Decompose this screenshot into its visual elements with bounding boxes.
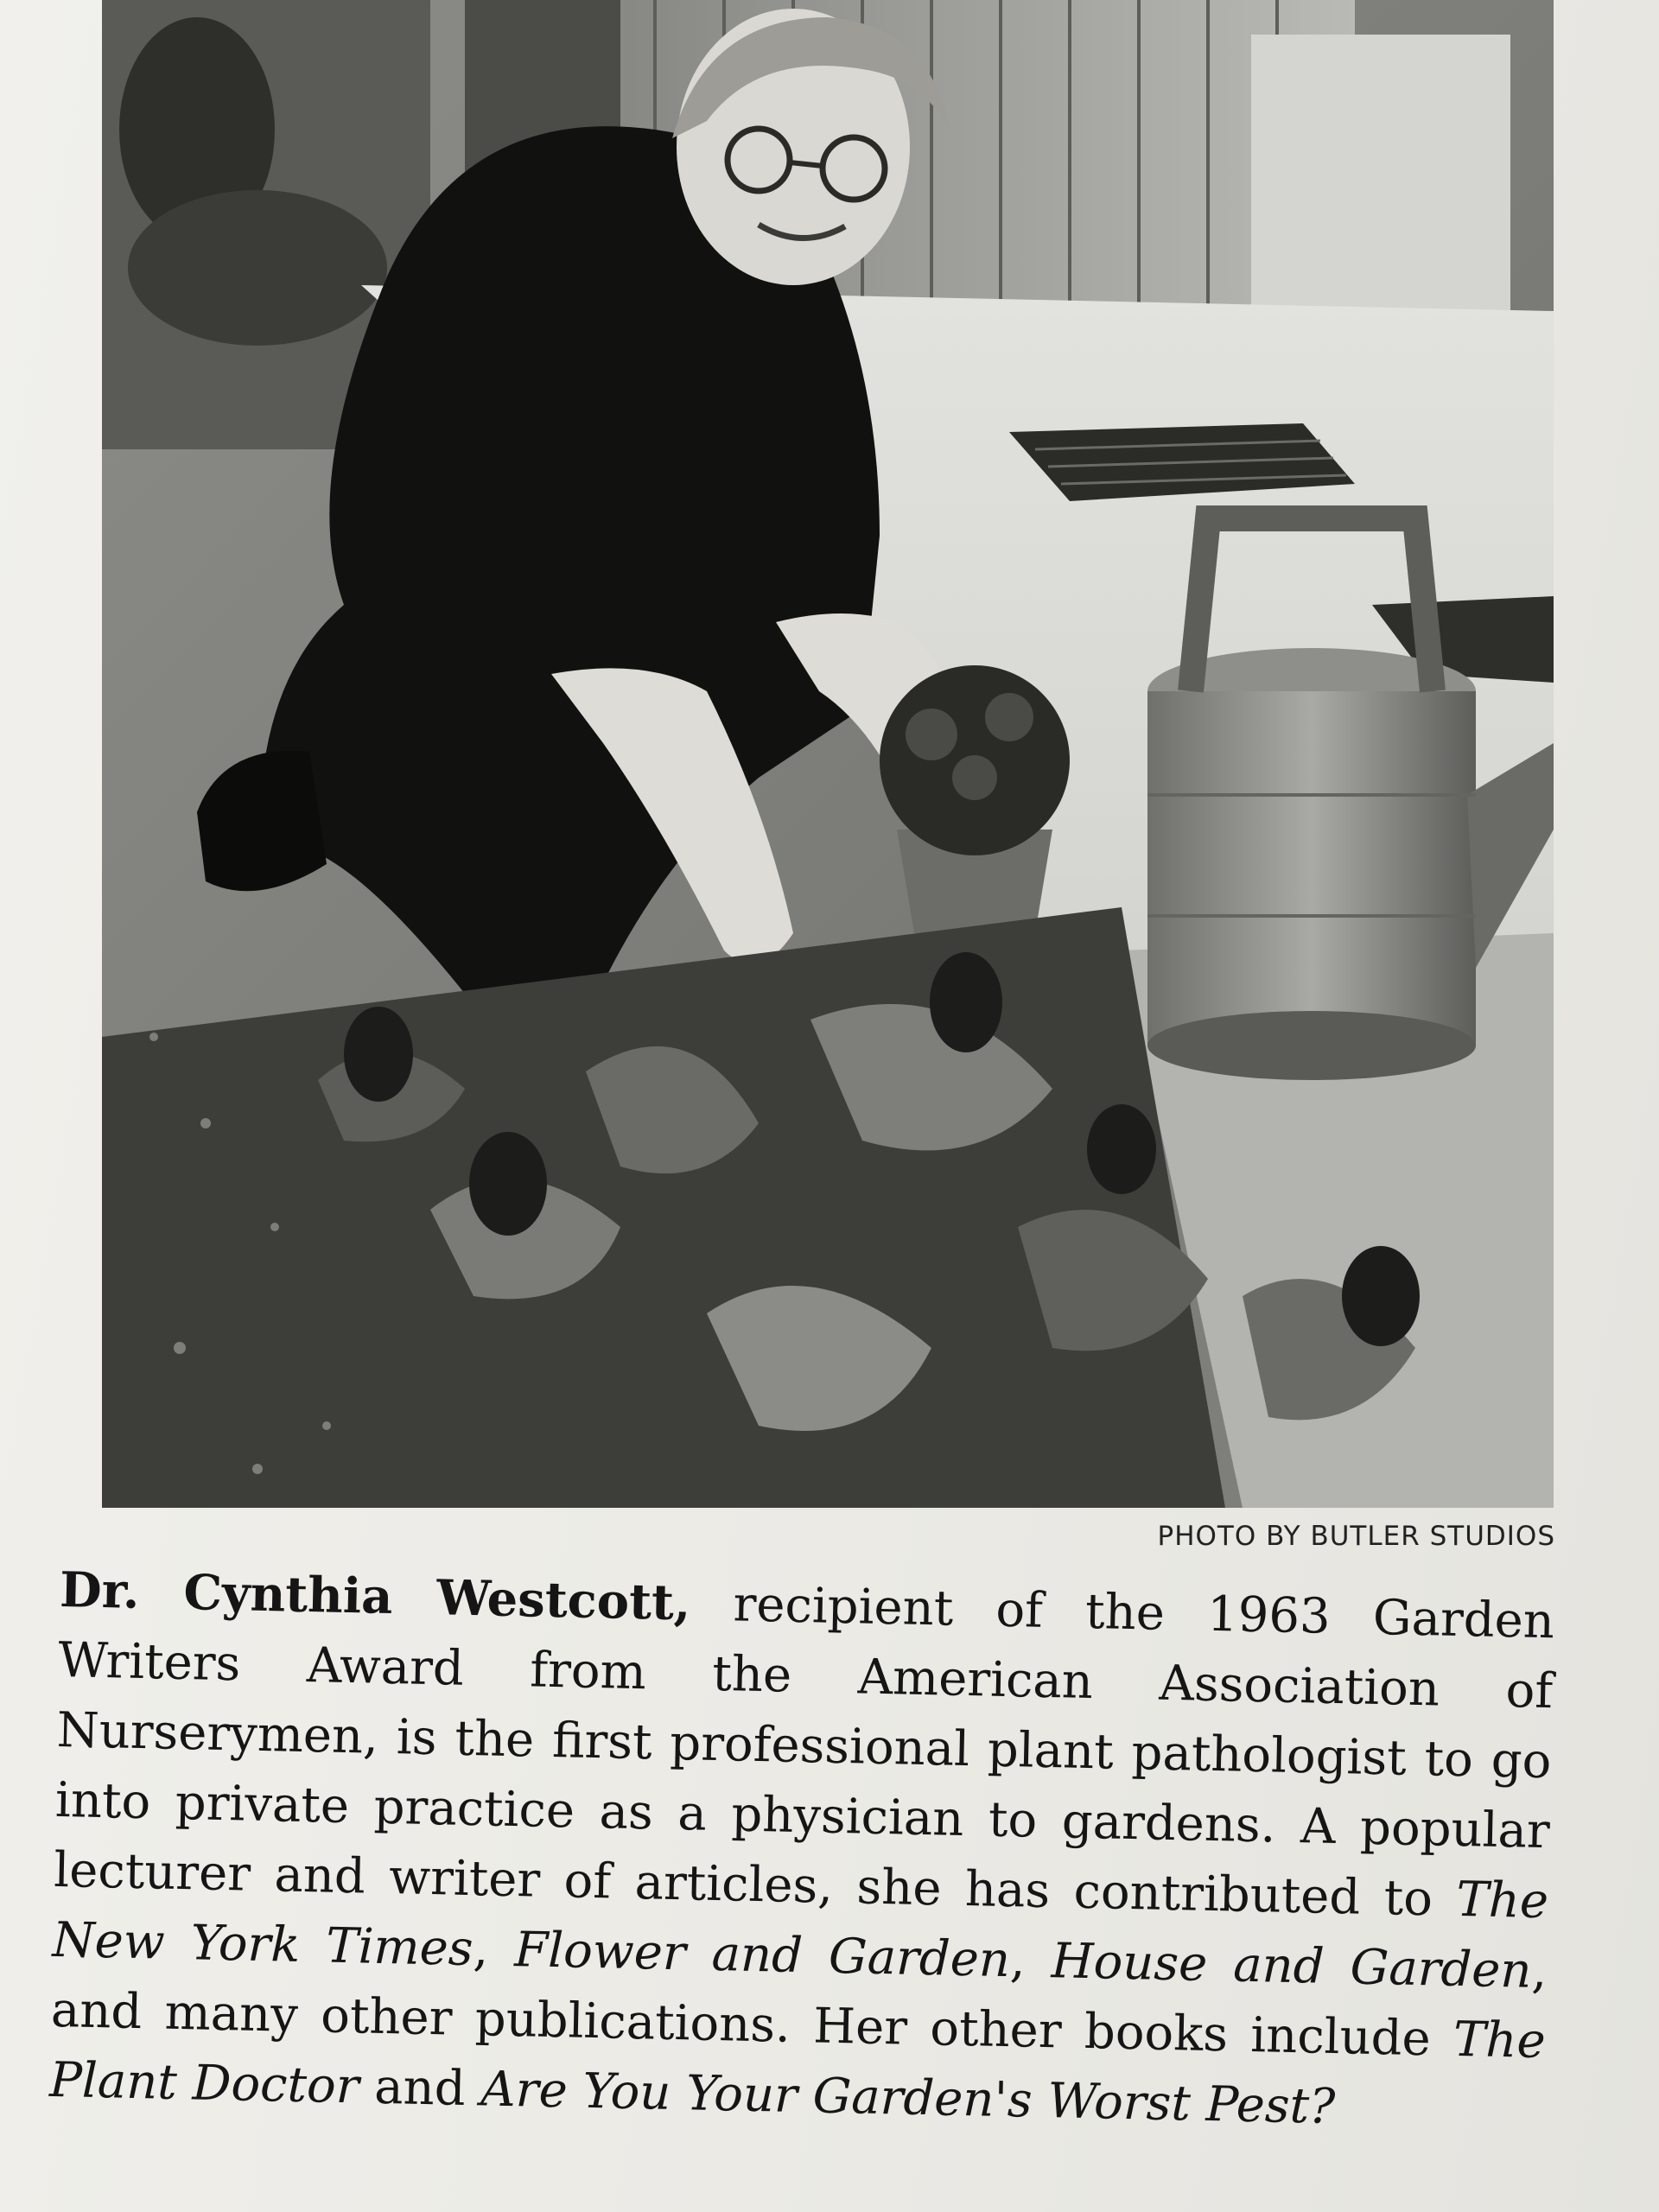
publication-title: Flower and Garden: [513, 1922, 1011, 1989]
gardener-photo-illustration: [102, 0, 1554, 1508]
author-name: Dr. Cynthia Westcott,: [59, 1560, 692, 1632]
bio-text-2: , and many other publications. Her other books include: [50, 1942, 1548, 2068]
photo-credit: PHOTO BY BUTLER STUDIOS: [1157, 1521, 1555, 1552]
author-photo: [102, 0, 1554, 1508]
author-bio: [48, 1555, 1554, 2146]
bio-separator: ,: [472, 1921, 516, 1979]
publication-title: The New York Times: [51, 1871, 1549, 1978]
book-title: The Plant Doctor: [48, 2011, 1547, 2115]
book-title: Are You Your Garden's Worst Pest?: [480, 2061, 1336, 2136]
publication-title: House and Garden: [1051, 1933, 1533, 1999]
bio-text-3: and: [358, 2058, 482, 2118]
bio-text-1: recipient of the 1963 Garden Writers Award from the American Association of Nurserymen, is the first professional plant pathologist to go into private practice as a physician to gardens. A popular lecturer and writer of articles, she has contributed to: [53, 1575, 1555, 1928]
bio-separator: ,: [1009, 1932, 1052, 1990]
